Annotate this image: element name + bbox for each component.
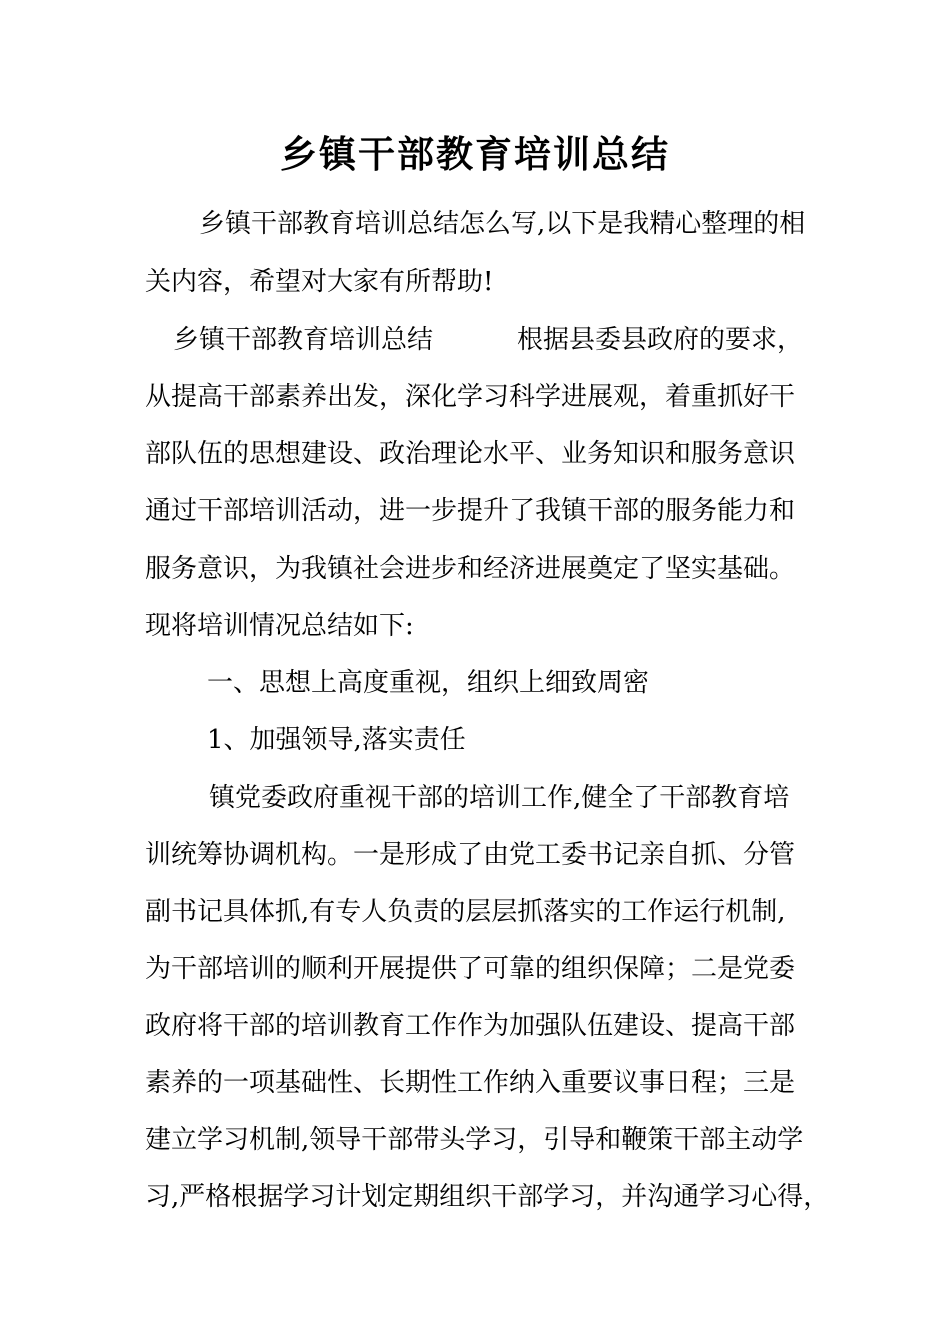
paragraph-line: 素养的一项基础性、长期性工作纳入重要议事日程；三是 [145, 1068, 796, 1098]
section-heading-line: 乡镇干部教育培训总结 [173, 325, 434, 355]
paragraph-line: 习,严格根据学习计划定期组织干部学习，并沟通学习心得， [145, 1182, 830, 1212]
paragraph-line: 建立学习机制,领导干部带头学习，引导和鞭策干部主动学 [145, 1125, 804, 1155]
paragraph-line: 从提高干部素养出发，深化学习科学进展观，着重抓好干 [145, 382, 796, 412]
paragraph-line: 根据县委县政府的要求， [517, 325, 804, 355]
paragraph-line: 乡镇干部教育培训总结怎么写,以下是我精心整理的相 [199, 209, 806, 239]
paragraph-line: 为干部培训的顺利开展提供了可靠的组织保障；二是党委 [145, 954, 796, 984]
paragraph-line: 部队伍的思想建设、政治理论水平、业务知识和服务意识 [145, 439, 796, 469]
paragraph-line: 关内容，希望对大家有所帮助! [145, 267, 494, 297]
section-heading-line: 一、思想上高度重视，组织上细致周密 [207, 668, 650, 698]
paragraph-line: 政府将干部的培训教育工作作为加强队伍建设、提高干部 [145, 1011, 796, 1041]
paragraph-line: 现将培训情况总结如下: [145, 611, 414, 641]
paragraph-line: 镇党委政府重视干部的培训工作,健全了干部教育培 [209, 783, 790, 813]
paragraph-line: 通过干部培训活动，进一步提升了我镇干部的服务能力和 [145, 496, 796, 526]
paragraph-line: 训统筹协调机构。一是形成了由党工委书记亲自抓、分管 [145, 840, 796, 870]
paragraph-line: 副书记具体抓,有专人负责的层层抓落实的工作运行机制, [145, 897, 786, 927]
document-title: 乡镇干部教育培训总结 [280, 132, 670, 176]
paragraph-line: 服务意识，为我镇社会进步和经济进展奠定了坚实基础。 [145, 554, 796, 584]
subsection-heading-line: 1、加强领导,落实责任 [207, 725, 466, 755]
